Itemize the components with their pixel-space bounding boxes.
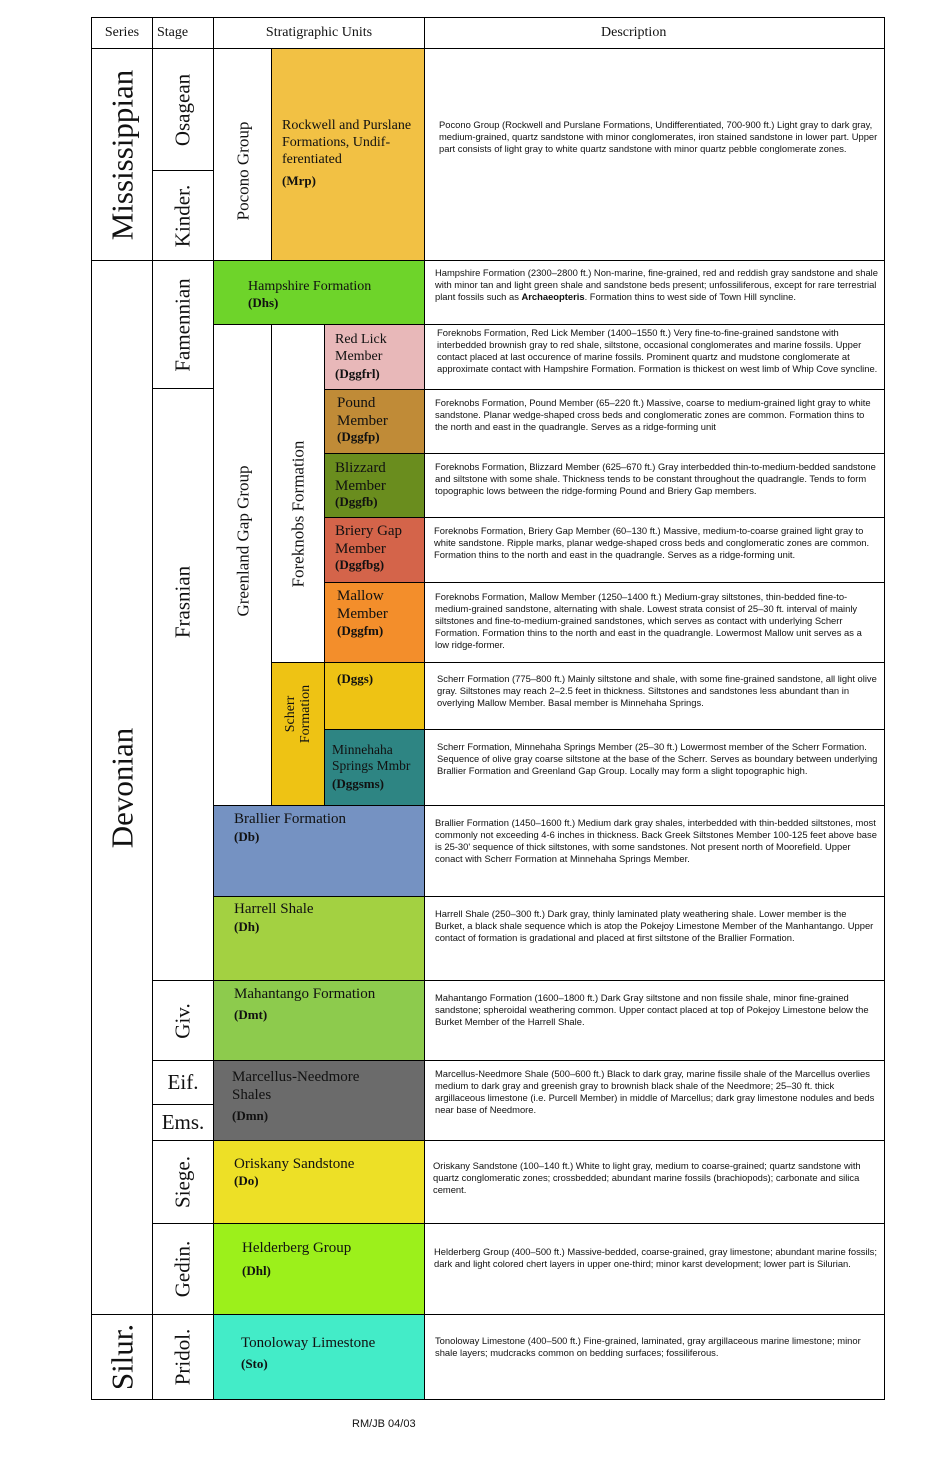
unit-dh-name: Harrell Shale xyxy=(234,901,314,917)
description-dggfbg xyxy=(424,517,885,583)
stage-givetian-label: Giv. xyxy=(170,1002,195,1039)
unit-scherr-upper xyxy=(324,662,425,730)
stage-eifelian xyxy=(152,1060,214,1105)
description-dggsms-text: Scherr Formation, Minnehaha Springs Member (25–30 ft.) Lowermost member of the Scherr Formation. Sequence of olive gray coarse siltstone at the base of the Scherr. Serves as boundary between underlying Brallier Formation and Greenland Gap Group. Locally may form a slight topographic high. xyxy=(437,741,878,776)
header-stage-label: Stage xyxy=(157,25,189,40)
unit-dggfm-name: Mallow Member xyxy=(337,588,388,622)
group-scherr-label xyxy=(283,685,313,743)
group-scherr-line2: Formation xyxy=(298,684,313,744)
group-scherr-line1: Scherr xyxy=(283,695,298,733)
description-db-text: Brallier Formation (1450–1600 ft.) Medium dark gray shales, interbedded with thin-bedded siltstones, most commonly not exceeding 4-6 inches in thickness. Back Greek Siltstones Member 100-125 feet above base is 25-30' sequence of thick siltstones, with some sandstones. Not present north of Moorefield. Upper conact with Scherr Formation at Minnehaha Springs Member. xyxy=(435,817,877,864)
description-dggfb-text: Foreknobs Formation, Blizzard Member (625–670 ft.) Gray interbedded thin-to-medium-bedded sandstone and siltstone with some shale. Thickness tends to be constant throughout the quadrangle. Tends to form topographic lows between the ridge-forming Pound and Briery Gap members. xyxy=(435,461,876,496)
stage-eifelian-label: Eif. xyxy=(167,1070,199,1094)
stage-gedinnian-label: Gedin. xyxy=(170,1240,195,1298)
description-dhs-text: Hampshire Formation (2300–2800 ft.) Non-marine, fine-grained, red and reddish gray sandstone and shale with minor tan and light green shale and sandstone beds present; unfossiliferous, except for rare terrestrial plant fossils such as xyxy=(435,267,878,302)
description-dggs-text: Scherr Formation (775–800 ft.) Mainly siltstone and shale, with some fine-grained sandstone, all light olive gray. Siltstones may reach 2–2.5 feet in thickness. Siltstones and sandstones less abundant than in overlying Mallow Member. Basal member is Minnehaha Springs. xyxy=(437,673,877,708)
unit-dggfm-code: (Dggfm) xyxy=(337,623,384,638)
group-pocono-label: Pocono Group xyxy=(233,122,252,221)
description-dhs-text-end: . Formation thins to west side of Town Hill syncline. xyxy=(584,291,796,302)
unit-tonoloway xyxy=(213,1314,425,1400)
description-dh-text: Harrell Shale (250–300 ft.) Dark gray, thinly laminated platy weathering shale. Lower member is the Burket, a black shale sequence which is atop the Pokejoy Limestone Member of the Manhantango. Upper contact of formation is gradational and placed at first siltstone of the Brallier Formation. xyxy=(435,908,874,943)
credit-text: RM/JB 04/03 xyxy=(352,1418,416,1430)
stage-frasnian xyxy=(152,388,214,981)
unit-dggfp-name: Pound Member xyxy=(337,395,388,429)
group-foreknobs xyxy=(271,324,325,663)
series-mississippian xyxy=(91,48,153,261)
group-pocono xyxy=(213,48,272,261)
header-units xyxy=(213,17,425,49)
description-do xyxy=(424,1140,885,1224)
description-sto-text: Tonoloway Limestone (400–500 ft.) Fine-grained, laminated, gray argillaceous marine limestone; minor shale layers; mudcracks common on bedding surfaces; fossiliferous. xyxy=(435,1335,861,1358)
unit-minnehaha-springs xyxy=(324,729,425,806)
description-dggfm xyxy=(424,582,885,663)
description-sto xyxy=(424,1314,885,1400)
header-description-label: Description xyxy=(601,25,667,40)
description-dggfrl xyxy=(424,324,885,390)
unit-pound xyxy=(324,389,425,454)
unit-dggfbg-name: Briery Gap Member xyxy=(335,523,403,557)
stage-famennian-label: Famennian xyxy=(170,277,195,372)
description-dhl-text: Helderberg Group (400–500 ft.) Massive-bedded, coarse-grained, gray limestone; abundant marine fossils; dark and light colored chert layers in upper one-third; minor karst development; lower part is Silurian. xyxy=(434,1246,877,1269)
description-do-text: Oriskany Sandstone (100–140 ft.) White to light gray, medium to coarse-grained; quartz sandstone with quartz conglomeratic zones; crossbedded; abundant marine fossils (brachiopods); carbonate and silica cement. xyxy=(433,1160,861,1195)
group-greenland-gap-label: Greenland Gap Group xyxy=(233,465,252,617)
stage-kinderhookian xyxy=(152,170,214,261)
unit-dmt-name: Mahantango Formation xyxy=(234,986,376,1002)
description-dggs xyxy=(424,662,885,730)
description-mrp xyxy=(424,48,885,261)
description-dggfp xyxy=(424,389,885,454)
series-devonian xyxy=(91,260,153,1315)
stage-frasnian-label: Frasnian xyxy=(170,565,195,638)
unit-dggsms-name: Minnehaha Springs Mmbr xyxy=(332,742,411,773)
stage-famennian xyxy=(152,260,214,389)
unit-briery-gap xyxy=(324,517,425,583)
description-dh xyxy=(424,896,885,981)
unit-dggfb-name: Blizzard Member xyxy=(335,460,386,494)
unit-dggfb-code: (Dggfb) xyxy=(335,494,378,509)
unit-dmt-code: (Dmt) xyxy=(234,1007,268,1022)
unit-mrp-code: (Mrp) xyxy=(282,173,316,188)
unit-dmn-code: (Dmn) xyxy=(232,1108,269,1123)
header-series-label: Series xyxy=(104,25,140,40)
unit-sto-name: Tonoloway Limestone xyxy=(241,1335,376,1351)
header-units-label: Stratigraphic Units xyxy=(265,25,373,40)
unit-dhs-name: Hampshire Formation xyxy=(248,279,372,294)
stage-osagean xyxy=(152,48,214,171)
header-stage xyxy=(152,17,214,49)
unit-db-code: (Db) xyxy=(234,829,260,844)
description-dggfb xyxy=(424,453,885,518)
unit-dhl-code: (Dhl) xyxy=(242,1263,271,1278)
description-db xyxy=(424,805,885,897)
description-dhs xyxy=(424,260,885,325)
unit-oriskany xyxy=(213,1140,425,1224)
description-dhs-fossil: Archaeopteris xyxy=(521,291,585,302)
description-dhl xyxy=(424,1223,885,1315)
description-dggfp-text: Foreknobs Formation, Pound Member (65–220 ft.) Massive, coarse to medium-grained light gray to white sandstone. Planar wedge-shaped cross beds and conglomeratic zones are common. Formation thins to the north and east in the quadrangle. Serves as a ridge-forming unit xyxy=(435,397,871,432)
unit-do-name: Oriskany Sandstone xyxy=(234,1156,355,1172)
series-devonian-label: Devonian xyxy=(104,727,140,848)
header-description xyxy=(424,17,885,49)
stage-emsian-label: Ems. xyxy=(161,1110,205,1134)
unit-blizzard xyxy=(324,453,425,518)
unit-harrell xyxy=(213,896,425,981)
unit-dmn-name: Marcellus-Needmore Shales xyxy=(232,1069,360,1103)
description-dmt-text: Mahantango Formation (1600–1800 ft.) Dark Gray siltstone and non fissile shale, minor fine-grained sandstone; spheroidal weathering common. Upper contact placed at top of Pokejoy Limestone below the Burket Member of the Harrell Shale. xyxy=(435,992,869,1027)
unit-marcellus-needmore xyxy=(213,1060,425,1141)
stage-pridoli-label: Pridol. xyxy=(170,1328,195,1386)
unit-hampshire xyxy=(213,260,425,325)
unit-rockwell-purslane xyxy=(271,48,425,261)
stage-gedinnian xyxy=(152,1223,214,1315)
series-mississippian-label: Mississippian xyxy=(104,69,140,240)
series-silurian-label: Silur. xyxy=(104,1323,140,1391)
unit-dhl-name: Helderberg Group xyxy=(242,1240,352,1256)
unit-mrp-name: Rockwell and Purslane Formations, Undif-ferentiated xyxy=(282,118,412,167)
description-dggfbg-text: Foreknobs Formation, Briery Gap Member (60–130 ft.) Massive, medium-to-coarse grained light gray to white sandstone. Ripple marks, planar wedge-shaped cross beds and conglomeratic zones are common. Formation thins to the north and east in the quadrangle. Serves as a ridge-forming unit. xyxy=(434,525,870,560)
stage-pridoli xyxy=(152,1314,214,1400)
stage-siegenian-label: Siege. xyxy=(170,1156,195,1208)
series-silurian xyxy=(91,1314,153,1400)
description-dggsms xyxy=(424,729,885,806)
unit-dggfrl-name: Red Lick Member xyxy=(335,332,387,364)
group-greenland-gap xyxy=(213,324,272,806)
unit-mahantango xyxy=(213,980,425,1061)
description-dmn xyxy=(424,1060,885,1141)
stage-givetian xyxy=(152,980,214,1061)
unit-brallier xyxy=(213,805,425,897)
unit-do-code: (Do) xyxy=(234,1173,259,1188)
description-dggfrl-text: Foreknobs Formation, Red Lick Member (1400–1550 ft.) Very fine-to-fine-grained sandstone with interbedded brownish gray to red shale, siltstone, occasional conglomerates and marine fossils. Upper contact placed at last occurence of marine fossils. Prominent quartz and mudstone conglomerate at approximate contact with Hampshire Formation. Formation is thickest on west limb of Whip Cove syncline. xyxy=(437,327,878,374)
stage-kinder-label: Kinder. xyxy=(170,184,195,247)
stage-siegenian xyxy=(152,1140,214,1224)
stage-emsian xyxy=(152,1104,214,1141)
description-dggfm-text: Foreknobs Formation, Mallow Member (1250–1400 ft.) Medium-gray siltstones, thin-bedded fine-to-medium-grained sandstone, alternating with shale. Lowest strata consist of 25–30 ft. interval of mainly siltstones and fine-to-medium-grained sandstones, which serves as contact with underlying Scherr Formation. Formation thins to the north and east in the quadrangle. Lowermost Mallow unit serves as a low ridge-former. xyxy=(435,591,862,650)
unit-dggfrl-code: (Dggfrl) xyxy=(335,366,380,381)
group-foreknobs-label: Foreknobs Formation xyxy=(288,440,308,588)
stage-osagean-label: Osagean xyxy=(170,73,195,146)
unit-dggsms-code: (Dggsms) xyxy=(332,776,384,791)
unit-dh-code: (Dh) xyxy=(234,919,260,934)
header-series xyxy=(91,17,153,49)
description-dmt xyxy=(424,980,885,1061)
unit-db-name: Brallier Formation xyxy=(234,811,347,827)
unit-mallow xyxy=(324,582,425,663)
unit-dhs-code: (Dhs) xyxy=(248,295,279,310)
unit-red-lick xyxy=(324,324,425,390)
group-scherr xyxy=(271,662,325,806)
description-mrp-text: Pocono Group (Rockwell and Purslane Formations, Undifferentiated, 700-900 ft.) Light gray to dark gray, medium-grained, quartz sandstone with minor conglomerates, iron stained sandstone in lower part. Upper part consists of light gray to white quartz sandstone with minor quartz pebble conglomerate zones. xyxy=(439,119,878,154)
unit-sto-code: (Sto) xyxy=(241,1356,268,1371)
unit-dggfp-code: (Dggfp) xyxy=(337,429,380,444)
unit-dggs-code: (Dggs) xyxy=(337,671,374,686)
unit-dggfbg-code: (Dggfbg) xyxy=(335,557,385,572)
unit-helderberg xyxy=(213,1223,425,1315)
description-dmn-text: Marcellus-Needmore Shale (500–600 ft.) Black to dark gray, marine fissile shale of the Marcellus overlies medium to dark gray and greenish gray to brownish black shale of the Needmore; 25–30 ft. thick argillaceous limestone (i.e. Purcell Member) in middle of Marcellus; dark gray limestone nodules and beds near base of Needmore. xyxy=(435,1068,875,1115)
